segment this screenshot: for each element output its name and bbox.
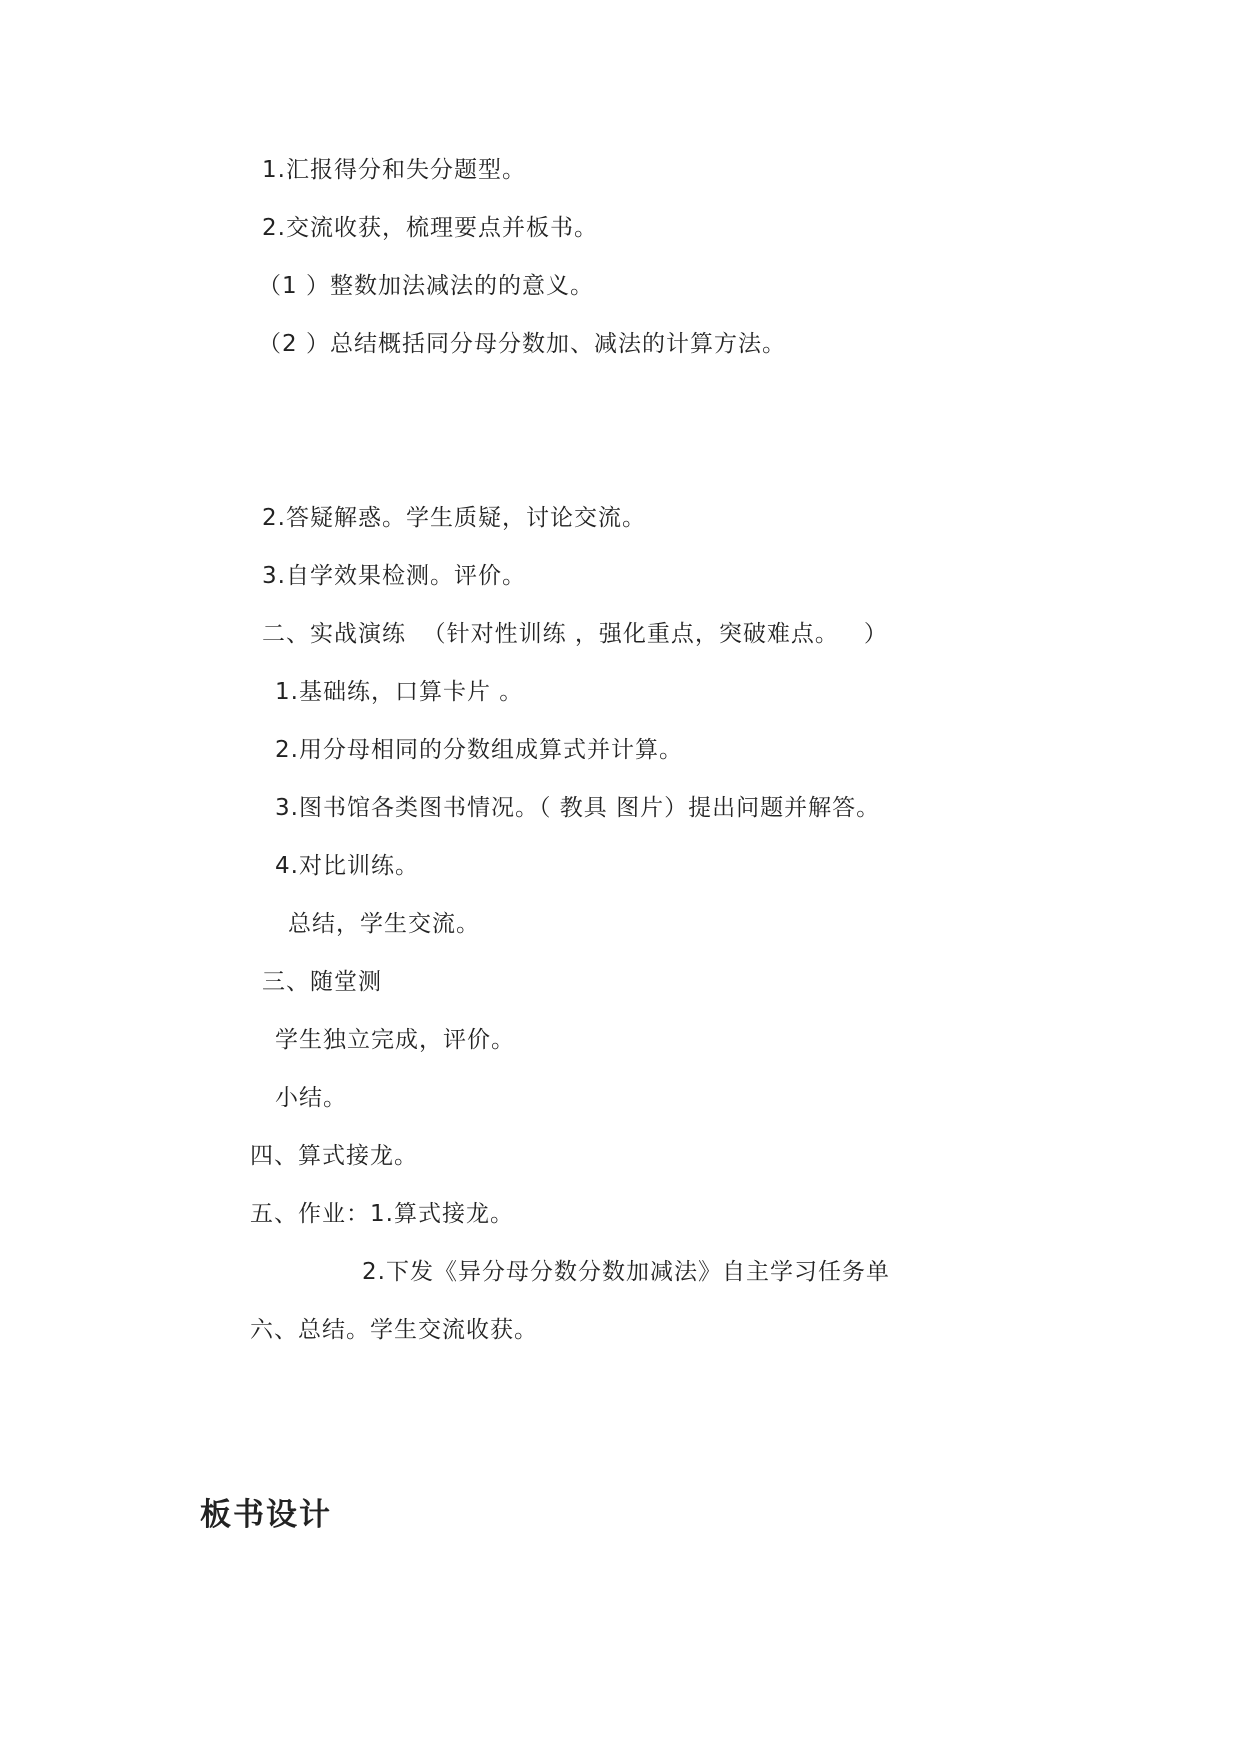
contrast-training-line: 4.对比训练。 [275, 853, 419, 879]
section-conclusion-heading: 六、总结。学生交流收获。 [250, 1317, 538, 1343]
exchange-gains-line: 2.交流收获，梳理要点并板书。 [262, 215, 598, 241]
homework-task-sheet-line: 2.下发《异分母分数分数加减法》自主学习任务单 [362, 1259, 890, 1285]
library-books-line: 3.图书馆各类图书情况。（ 教具 图片）提出问题并解答。 [275, 795, 881, 821]
basic-practice-line: 1.基础练，口算卡片 。 [275, 679, 524, 705]
summary-exchange-line: 总结，学生交流。 [288, 911, 480, 937]
fraction-method-summary-line: （2 ）总结概括同分母分数加、减法的计算方法。 [258, 331, 786, 357]
same-denominator-line: 2.用分母相同的分数组成算式并计算。 [275, 737, 683, 763]
brief-summary-line: 小结。 [275, 1085, 347, 1111]
section-formula-chain-heading: 四、算式接龙。 [250, 1143, 418, 1169]
self-study-check-line: 3.自学效果检测。评价。 [262, 563, 526, 589]
independent-work-line: 学生独立完成，评价。 [275, 1027, 515, 1053]
section-practice-heading: 二、实战演练 （针对性训练 ，强化重点，突破难点。 ） [262, 621, 888, 647]
section-homework-heading: 五、作业：1.算式接龙。 [250, 1201, 514, 1227]
answer-questions-line: 2.答疑解惑。学生质疑，讨论交流。 [262, 505, 646, 531]
integer-add-sub-meaning-line: （1 ）整数加法减法的的意义。 [258, 273, 594, 299]
blackboard-design-heading: 板书设计 [200, 1497, 332, 1533]
section-quiz-heading: 三、随堂测 [262, 969, 382, 995]
report-scores-line: 1.汇报得分和失分题型。 [262, 157, 526, 183]
